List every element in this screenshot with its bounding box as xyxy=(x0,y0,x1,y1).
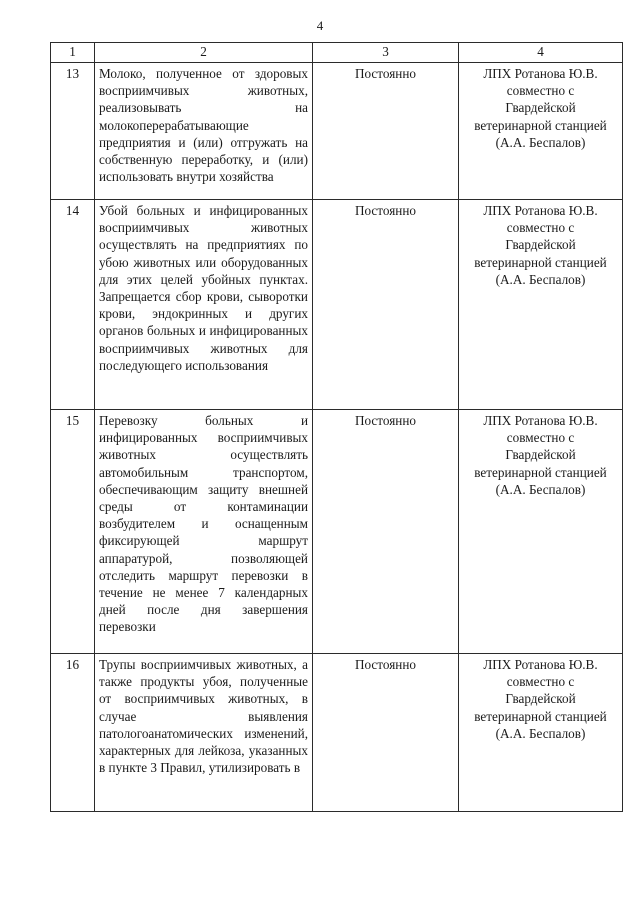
row-number: 15 xyxy=(51,410,95,654)
table-row xyxy=(51,200,623,410)
table-row xyxy=(51,63,623,200)
responsible-line: ветеринарной станцией xyxy=(474,117,607,133)
responsible-line: совместно с xyxy=(506,674,575,690)
column-header: 1 xyxy=(51,43,95,63)
responsible-line: (А.А. Беспалов) xyxy=(495,481,586,497)
responsible-line: ЛПХ Ротанова Ю.В. xyxy=(483,413,598,428)
responsible-line: Гвардейской xyxy=(505,100,576,116)
measure-period: Постоянно xyxy=(313,410,459,654)
responsible-line: (А.А. Беспалов) xyxy=(495,134,586,150)
responsible-line: ветеринарной станцией xyxy=(474,464,607,480)
table-row xyxy=(51,410,623,654)
responsible-line: совместно с xyxy=(506,83,575,99)
measure-text: Убой больных и инфицированных восприимчивых животных осуществлять на предприятиях по убою животных или оборудованных для этих целей убойных пунктах. Запрещается сбор крови, сыворотки крови, эндокринных и других органов больных и инфицированных восприимчивых животных для последующего использования xyxy=(95,200,313,410)
page-number: 4 xyxy=(316,18,324,33)
responsible-line: Гвардейской xyxy=(505,691,576,707)
table-header-row xyxy=(51,43,623,63)
responsible-cell xyxy=(459,63,623,200)
measure-text: Молоко, полученное от здоровых восприимчивых животных, реализовывать на молокоперерабатывающие предприятия и (или) отгружать на собственную переработку, и (или) использовать внутри хозяйства xyxy=(95,63,313,200)
column-header: 2 xyxy=(95,43,313,63)
row-number: 13 xyxy=(51,63,95,200)
responsible-line: (А.А. Беспалов) xyxy=(495,271,586,287)
responsible-line: совместно с xyxy=(506,430,575,446)
measure-period: Постоянно xyxy=(313,63,459,200)
measure-text: Перевозку больных и инфицированных восприимчивых животных осуществлять автомобильным транспортом, обеспечивающим защиту внешней среды от контаминации возбудителем и оснащенным фиксирующей маршрут аппаратурой, позволяющей отследить маршрут перевозки в течение не менее 7 календарных дней после дня завершения перевозки xyxy=(95,410,313,654)
responsible-line: (А.А. Беспалов) xyxy=(495,725,586,741)
measure-period: Постоянно xyxy=(313,654,459,812)
column-header: 4 xyxy=(459,43,623,63)
measure-period: Постоянно xyxy=(313,200,459,410)
responsible-line: ЛПХ Ротанова Ю.В. xyxy=(483,66,598,81)
responsible-cell xyxy=(459,410,623,654)
responsible-cell xyxy=(459,200,623,410)
table-row xyxy=(51,654,623,812)
row-number: 16 xyxy=(51,654,95,812)
responsible-line: Гвардейской xyxy=(505,447,576,463)
responsible-line: совместно с xyxy=(506,220,575,236)
row-number: 14 xyxy=(51,200,95,410)
measures-table xyxy=(50,42,623,812)
responsible-line: ЛПХ Ротанова Ю.В. xyxy=(483,657,598,672)
measure-text: Трупы восприимчивых животных, а также продукты убоя, полученные от восприимчивых животных, в случае выявления патологоанатомических изменений, характерных для лейкоза, указанных в пункте 3 Правил, утилизировать в xyxy=(95,654,313,812)
responsible-line: Гвардейской xyxy=(505,237,576,253)
responsible-line: ЛПХ Ротанова Ю.В. xyxy=(483,203,598,218)
responsible-line: ветеринарной станцией xyxy=(474,254,607,270)
responsible-cell xyxy=(459,654,623,812)
column-header: 3 xyxy=(313,43,459,63)
responsible-line: ветеринарной станцией xyxy=(474,708,607,724)
